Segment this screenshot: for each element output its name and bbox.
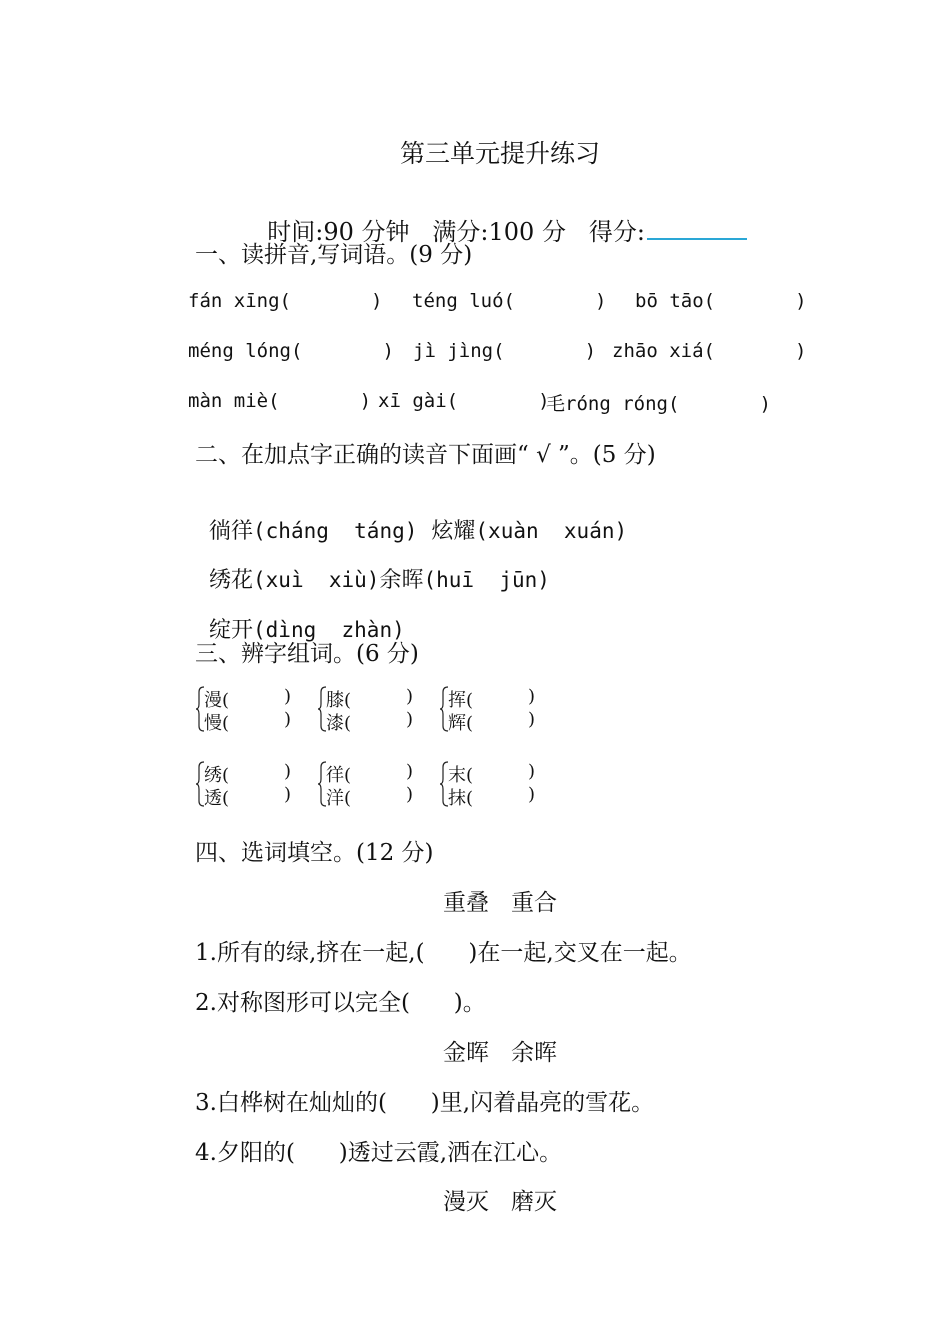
section-1-heading: 一、读拼音,写词语。(9 分) — [195, 242, 473, 268]
fill-question: 3.白桦树在灿灿的( )里,闪着晶亮的雪花。 — [195, 1090, 655, 1116]
word: 徜徉 — [209, 519, 254, 544]
section-3-heading: 三、辨字组词。(6 分) — [195, 641, 419, 667]
char-item: 慢( — [204, 713, 230, 734]
pinyin-item: jì jìng( ) — [413, 340, 597, 362]
pinyin-item: 毛róng róng( ) — [546, 393, 771, 415]
word-choices: 重叠 重合 — [443, 890, 557, 916]
char-item: 漫( — [204, 690, 230, 711]
char-item: 末( — [448, 765, 474, 786]
close-paren: ) — [528, 784, 536, 805]
time-limit: 时间:90 分钟 — [267, 218, 410, 246]
pinyin-item: bō tāo( ) — [635, 290, 807, 312]
reading-options: (dìng zhàn) — [253, 618, 405, 642]
close-paren: ) — [406, 686, 414, 707]
char-item: 挥( — [448, 690, 474, 711]
close-paren: ) — [406, 709, 414, 730]
char-item: 透( — [204, 788, 230, 809]
pinyin-item: xī gài( ) — [378, 390, 550, 412]
full-score: 满分:100 分 — [432, 218, 566, 246]
char-group — [440, 686, 536, 734]
char-item: 辉( — [448, 713, 474, 734]
char-group — [440, 761, 536, 809]
close-paren: ) — [406, 784, 414, 805]
close-paren: ) — [284, 709, 292, 730]
fill-question: 4.夕阳的( )透过云霞,洒在江心。 — [195, 1140, 563, 1166]
reading-row — [195, 538, 550, 594]
char-item: 绣( — [204, 765, 230, 786]
close-paren: ) — [284, 686, 292, 707]
pinyin-item: méng lóng( ) — [188, 340, 394, 362]
score-blank[interactable] — [647, 214, 747, 240]
word: 炫耀 — [431, 519, 476, 544]
reading-options: (xuì xiù) — [253, 568, 380, 592]
pinyin-item: téng luó( ) — [412, 290, 607, 312]
char-item: 膝( — [326, 690, 352, 711]
pinyin-item: màn miè( ) — [188, 390, 372, 412]
fill-question: 2.对称图形可以完全( )。 — [195, 990, 486, 1016]
char-item: 抹( — [448, 788, 474, 809]
reading-options: (xuàn xuán) — [475, 519, 628, 543]
close-paren: ) — [284, 784, 292, 805]
pinyin-item: fán xīng( ) — [188, 290, 383, 312]
reading-row — [195, 489, 627, 545]
word: 绽开 — [209, 618, 254, 643]
close-paren: ) — [528, 709, 536, 730]
char-group — [196, 761, 292, 809]
char-item: 洋( — [326, 788, 352, 809]
char-item: 漆( — [326, 713, 352, 734]
word-choices: 漫灭 磨灭 — [443, 1189, 557, 1215]
pinyin-item: zhāo xiá( ) — [612, 340, 807, 362]
close-paren: ) — [406, 761, 414, 782]
fill-question: 1.所有的绿,挤在一起,( )在一起,交叉在一起。 — [195, 940, 692, 966]
section-2-heading: 二、在加点字正确的读音下面画“ √ ”。(5 分) — [195, 442, 656, 468]
page-title: 第三单元提升练习 — [399, 139, 600, 168]
close-paren: ) — [284, 761, 292, 782]
word-choices: 金晖 余晖 — [443, 1040, 557, 1066]
reading-options: (huī jūn) — [423, 568, 550, 592]
close-paren: ) — [528, 686, 536, 707]
reading-options: (cháng táng) — [253, 519, 418, 543]
char-group — [318, 686, 414, 734]
char-group — [196, 686, 292, 734]
close-paren: ) — [528, 761, 536, 782]
word: 余晖 — [379, 568, 424, 593]
section-4-heading: 四、选词填空。(12 分) — [195, 840, 434, 866]
char-item: 徉( — [326, 765, 352, 786]
score-label: 得分: — [588, 218, 645, 246]
word: 绣花 — [209, 568, 254, 593]
char-group — [318, 761, 414, 809]
